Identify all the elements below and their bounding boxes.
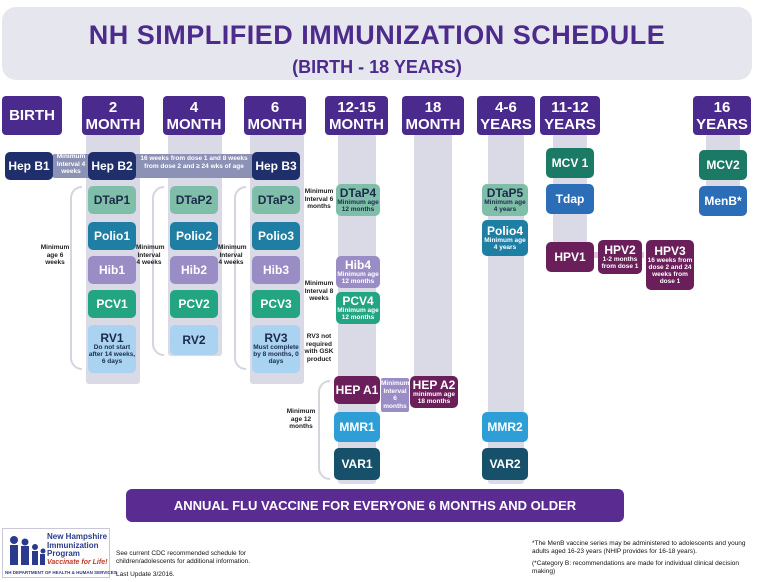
pcv3-box — [252, 290, 300, 318]
hepb1-label: Hep B1 — [8, 158, 50, 173]
mcv1-label: MCV 1 — [551, 155, 589, 170]
hepb2-box — [88, 152, 136, 180]
title-banner — [2, 7, 752, 80]
cdc-note: See current CDC recommended schedule for children/adolescents for additional information. — [116, 550, 251, 565]
age-2mo-label: 2 MONTH — [85, 98, 141, 133]
rv2-box — [170, 325, 218, 355]
age-4yr — [477, 96, 535, 135]
age-16yr-label: 16 YEARS — [696, 98, 748, 133]
hib2-box — [170, 256, 218, 284]
min-int-4wk-note-b: Minimum Interval 4 weeks — [218, 244, 247, 266]
hepb3-rule-note: 16 weeks from dose 1 and 8 weeks from dose 2 and ≥ 24 wks of age — [140, 155, 248, 170]
polio4-label: Polio4 — [486, 223, 523, 238]
polio3-label: Polio3 — [257, 228, 294, 243]
mmr2-label: MMR2 — [487, 419, 523, 434]
page-subtitle: (BIRTH - 18 YEARS) — [292, 57, 462, 77]
dtap1-box — [88, 186, 136, 214]
dtap3-label: DTaP3 — [257, 192, 295, 207]
menb-footnote: *The MenB vaccine series may be administered to adolescents and young adults aged 16-23 years (NHIP provides for 16-18 years). — [532, 540, 746, 555]
hib2-label: Hib2 — [180, 262, 207, 277]
hib4-age-note: Minimum age 12 months — [337, 270, 379, 285]
menb-box — [699, 186, 747, 216]
dtap5-age-note: Minimum age 4 years — [484, 198, 526, 213]
nhip-logo — [2, 528, 117, 578]
hpv3-note: 16 weeks from dose 2 and 24 weeks from dose 1 — [647, 256, 693, 285]
logo-tag: Vaccinate for Life! — [47, 558, 108, 566]
rv1-label: RV1 — [100, 331, 124, 345]
pcv4-box — [336, 292, 380, 324]
rv3-label: RV3 — [264, 331, 288, 345]
var1-label: VAR1 — [341, 456, 373, 471]
hpv1-label: HPV1 — [554, 249, 586, 264]
age-11yr — [540, 96, 600, 135]
logo-line2: Immunization — [47, 540, 99, 550]
hpv3-box — [646, 240, 694, 290]
dtap4-interval-note: Minimum Interval 6 months — [304, 188, 334, 210]
age-6mo — [244, 96, 306, 135]
var2-box — [482, 448, 528, 480]
polio2-box — [170, 222, 218, 250]
age-2mo — [82, 96, 144, 135]
mmr1-box — [334, 412, 380, 442]
polio1-label: Polio1 — [93, 228, 130, 243]
age-18mo — [402, 96, 464, 135]
rv1-note: Do not start after 14 weeks, 6 days — [88, 344, 136, 365]
hib3-box — [252, 256, 300, 284]
age-birth-label: BIRTH — [9, 107, 55, 124]
hepb3-label: Hep B3 — [255, 158, 297, 173]
hpv1-box — [546, 242, 594, 272]
rv3-gsk-note: RV3 not required with GSK product — [304, 333, 334, 363]
polio3-box — [252, 222, 300, 250]
hib4-label: Hib4 — [344, 257, 371, 272]
age-4mo — [163, 96, 225, 135]
dtap2-box — [170, 186, 218, 214]
age-birth — [2, 96, 62, 135]
dtap3-box — [252, 186, 300, 214]
tdap-box — [546, 184, 594, 214]
polio2-label: Polio2 — [175, 228, 212, 243]
hib4-box — [336, 256, 380, 288]
pcv2-label: PCV2 — [178, 296, 210, 311]
min-age-6wk-note: Minimum age 6 weeks — [40, 244, 70, 266]
hepa1-box — [334, 376, 380, 404]
track-18mo — [414, 134, 452, 404]
brace-6mo — [234, 186, 246, 370]
logo-dept: NH DEPARTMENT OF HEALTH & HUMAN SERVICES — [5, 570, 117, 575]
brace-12mo — [318, 380, 330, 480]
logo-line1: New Hampshire — [47, 532, 108, 541]
hib1-label: Hib1 — [98, 262, 125, 277]
mmr2-box — [482, 412, 528, 442]
hpv3-label: HPV3 — [654, 243, 686, 258]
var2-label: VAR2 — [489, 456, 521, 471]
hepa1-label: HEP A1 — [335, 382, 379, 397]
dtap2-label: DTaP2 — [175, 192, 213, 207]
catb-footnote: (*Category B: recommendations are made for individual clinical decision making) — [532, 560, 740, 575]
rv1-box — [88, 325, 136, 373]
hepa-interval-note: Minimum Interval 6 months — [381, 378, 409, 412]
pcv2-box — [170, 290, 218, 318]
rv3-note: Must complete by 8 months, 0 days — [253, 344, 299, 365]
hepa2-label: HEP A2 — [412, 377, 456, 392]
age-12mo-label: 12-15 MONTH — [329, 98, 384, 133]
pcv4-label: PCV4 — [342, 293, 374, 308]
dtap4-age-note: Minimum age 12 months — [337, 198, 379, 213]
polio4-age-note: Minimum age 4 years — [484, 236, 526, 251]
hepb1-box — [5, 152, 53, 180]
pcv1-box — [88, 290, 136, 318]
hepb3-box — [252, 152, 300, 180]
page-title: NH SIMPLIFIED IMMUNIZATION SCHEDULE — [88, 20, 666, 50]
hib4-interval-note: Minimum Interval 8 weeks — [304, 280, 334, 302]
var1-box — [334, 448, 380, 480]
age-6mo-label: 6 MONTH — [247, 98, 303, 133]
rv3-box — [252, 325, 300, 373]
age-4mo-label: 4 MONTH — [166, 98, 222, 133]
tdap-label: Tdap — [555, 191, 585, 206]
dtap4-label: DTaP4 — [339, 185, 377, 200]
polio4-box — [482, 220, 528, 256]
dtap4-box — [336, 184, 380, 216]
hepb2-label: Hep B2 — [91, 158, 133, 173]
age-4yr-label: 4-6 YEARS — [480, 98, 532, 133]
family-icon — [7, 533, 47, 569]
hib3-label: Hib3 — [262, 262, 289, 277]
age-12mo — [325, 96, 388, 135]
hib1-box — [88, 256, 136, 284]
pcv1-label: PCV1 — [96, 296, 128, 311]
flu-text: ANNUAL FLU VACCINE FOR EVERYONE 6 MONTHS AND OLDER — [173, 498, 577, 513]
dtap1-label: DTaP1 — [93, 192, 131, 207]
hpv2-note: 1-2 months from dose 1 — [601, 255, 639, 270]
mmr1-label: MMR1 — [339, 419, 375, 434]
age-11yr-label: 11-12 YEARS — [544, 98, 596, 133]
hepa2-box — [410, 376, 458, 408]
polio1-box — [88, 222, 136, 250]
mcv2-box — [699, 150, 747, 180]
menb-label: MenB* — [704, 193, 742, 208]
flu-banner — [126, 489, 624, 522]
hpv2-box — [598, 240, 642, 274]
min-age-12mo-note: Minimum age 12 months — [286, 408, 316, 430]
hepa2-age-note: minimum age 18 months — [413, 390, 455, 405]
logo-text — [47, 533, 107, 567]
brace-4mo — [152, 186, 164, 356]
min-int-4wk-note-a: Minimum Interval 4 weeks — [136, 244, 165, 266]
age-18mo-label: 18 MONTH — [405, 98, 461, 133]
pcv3-label: PCV3 — [260, 296, 292, 311]
pcv4-age-note: Minimum age 12 months — [337, 306, 379, 321]
mcv2-label: MCV2 — [706, 157, 740, 172]
age-16yr — [693, 96, 751, 135]
hepb-interval-note: Minimum Interval 4 weeks — [56, 153, 86, 175]
logo-line3: Program — [47, 549, 80, 558]
rv2-label: RV2 — [182, 332, 206, 347]
dtap5-label: DTaP5 — [486, 185, 524, 200]
mcv1-box — [546, 148, 594, 178]
hpv2-label: HPV2 — [604, 242, 636, 257]
brace-2mo — [70, 186, 82, 370]
dtap5-box — [482, 184, 528, 216]
last-update: Last Update 3/2016. — [116, 571, 175, 578]
